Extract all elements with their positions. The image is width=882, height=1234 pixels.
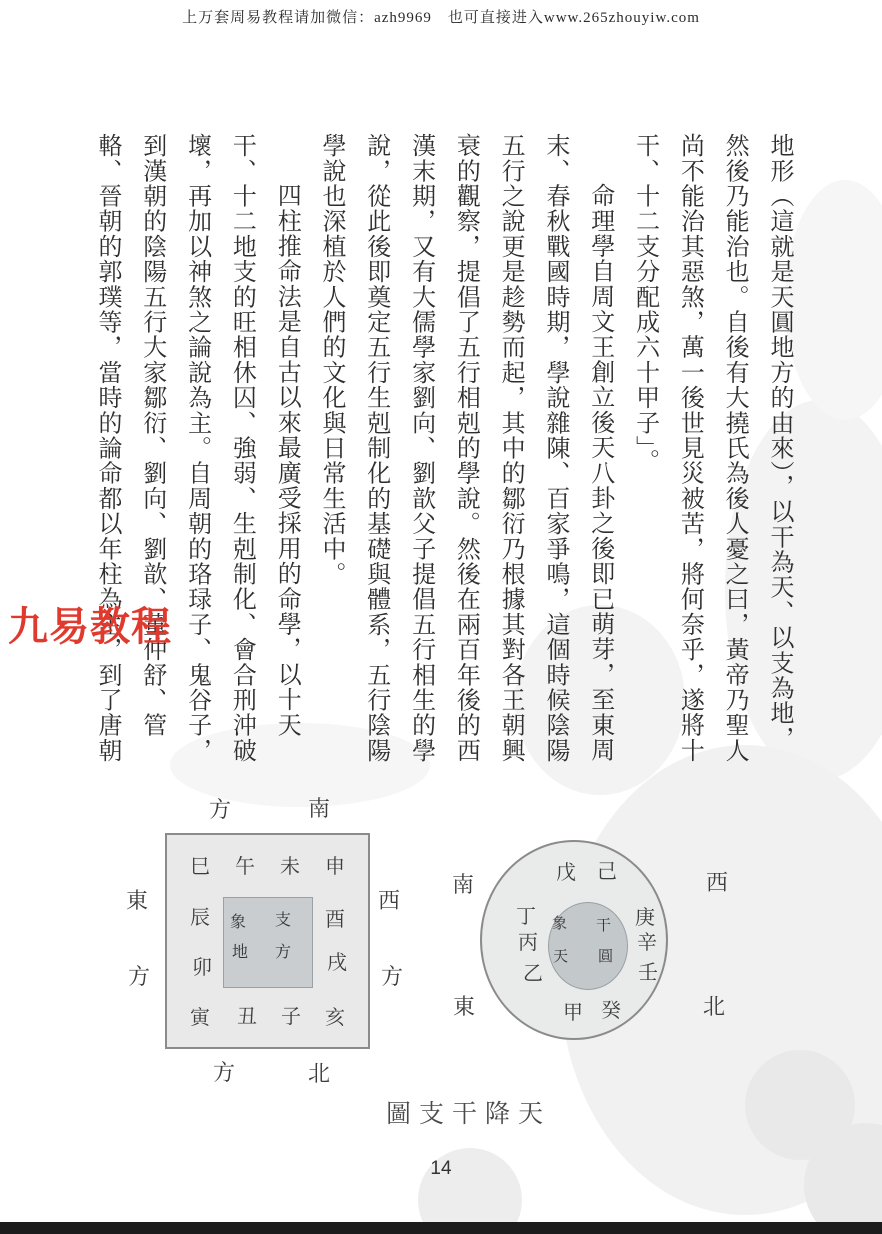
square-center-char-3: 地 [231, 944, 248, 961]
body-text-block [85, 133, 801, 793]
text-column-7: 五行之說更是趁勢而起，其中的鄒衍乃根據其對各王朝興 [497, 133, 524, 763]
stem-xin: 辛 [637, 932, 657, 954]
text-column-10: 說，從此後即奠定五行生剋制化的基礎與體系，五行陰陽 [362, 133, 389, 763]
text-column-11: 學說也深植於人們的文化與日常生活中。 [317, 133, 344, 587]
stem-ji: 己 [597, 861, 617, 883]
bottom-scan-bar [0, 1222, 882, 1234]
square-dir-top-1: 方 [208, 797, 231, 822]
stem-ren: 壬 [638, 962, 658, 984]
circle-dir-south: 南 [451, 872, 474, 897]
square-dir-left-2: 方 [127, 964, 150, 989]
square-dir-bottom-1: 方 [212, 1060, 235, 1085]
square-dir-right-1: 西 [377, 888, 400, 913]
stem-gui: 癸 [601, 1000, 621, 1022]
square-dir-bottom-2: 北 [307, 1061, 330, 1086]
stem-geng: 庚 [635, 907, 655, 929]
text-column-13: 干、十二地支的旺相休囚、強弱、生剋制化、會合刑沖破 [228, 133, 255, 763]
red-site-watermark: 九易教程 [8, 605, 172, 649]
square-center-char-4: 方 [274, 944, 291, 961]
text-column-5: 命理學自周文王創立後天八卦之後即已萌芽，至東周 [586, 183, 613, 763]
branch-wei: 未 [280, 856, 300, 878]
text-column-1: 地形（這就是天圓地方的由來），以干為天、以支為地， [765, 133, 792, 751]
text-column-16: 輅、晉朝的郭璞等，當時的論命都以年柱為主，到了唐朝 [94, 133, 120, 763]
text-column-6: 末、春秋戰國時期，學說雜陳、百家爭鳴，這個時候陰陽 [541, 133, 568, 763]
text-column-9: 漢末期，又有大儒學家劉向、劉歆父子提倡五行相生的學 [407, 133, 434, 763]
text-column-8: 衰的觀察，提倡了五行相剋的學說。然後在兩百年後的西 [452, 133, 479, 763]
branch-yin: 寅 [190, 1007, 210, 1029]
text-column-12: 四柱推命法是自古以來最廣受採用的命學，以十天 [273, 183, 300, 738]
stem-bing: 丙 [518, 932, 538, 954]
stem-ding: 丁 [516, 906, 536, 928]
text-column-15: 到漢朝的陰陽五行大家鄒衍、劉向、劉歆、董仲舒、管 [138, 133, 165, 738]
header-promo-text: 上万套周易教程请加微信：azh9969 也可直接进入www.265zhouyiw.com [182, 10, 700, 26]
branch-si: 巳 [190, 856, 210, 878]
circle-center-char-3: 天 [552, 949, 568, 965]
text-column-3: 尚不能治其惡煞，萬一後世見災被苦，將何奈乎，遂將十 [676, 133, 703, 763]
square-center-char-2: 支 [274, 912, 291, 929]
stem-jia: 甲 [563, 1002, 583, 1024]
square-dir-left-1: 東 [125, 888, 148, 913]
branch-chen: 辰 [190, 907, 210, 929]
branch-you: 酉 [325, 909, 345, 931]
circle-dir-west: 西 [705, 870, 728, 895]
circle-dir-north: 北 [702, 994, 725, 1019]
branch-chou: 丑 [237, 1006, 257, 1028]
circle-center-char-1: 象 [551, 916, 567, 932]
text-column-2: 然後乃能治也。自後有大撓氏為後人憂之曰，黃帝乃聖人 [721, 133, 748, 763]
branch-shen: 申 [325, 856, 345, 878]
circle-center-char-4: 圓 [597, 949, 613, 965]
circle-center-char-2: 干 [595, 918, 611, 934]
figure-caption: 圖支干降天 [386, 1101, 552, 1128]
square-dir-top-2: 南 [307, 796, 330, 821]
branch-wu: 午 [235, 856, 255, 878]
page-number: 14 [430, 1158, 452, 1179]
stem-yi: 乙 [523, 963, 543, 985]
stem-wu: 戊 [556, 862, 576, 884]
circle-dir-east: 東 [452, 994, 475, 1019]
text-column-14: 壞，再加以神煞之論說為主。自周朝的珞琭子、鬼谷子， [183, 133, 210, 763]
branch-xu: 戌 [327, 952, 347, 974]
square-center-char-1: 象 [229, 914, 246, 931]
branch-zi: 子 [281, 1006, 301, 1028]
square-dir-right-2: 方 [380, 964, 403, 989]
branch-hai: 亥 [325, 1007, 345, 1029]
branch-mao: 卯 [192, 957, 212, 979]
text-column-4: 干、十二支分配成六十甲子」。 [631, 133, 658, 474]
